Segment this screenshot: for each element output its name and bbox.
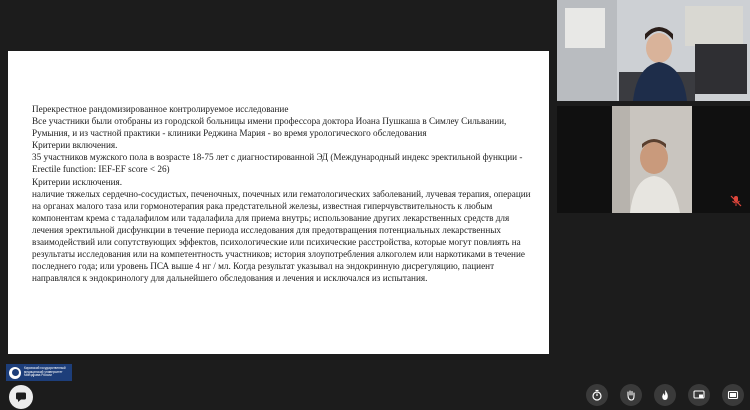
raise-hand-icon: [625, 389, 637, 401]
slide-line-2: Все участники были отобраны из городской больницы имени профессора доктора Иоана Пушкаша в Симлеу Сильвании, Румыния, и из частной практики - клиники Реджина Мария - во время урологического обследования: [32, 116, 507, 139]
emblem-icon: [9, 367, 21, 379]
reaction-button[interactable]: [654, 384, 676, 406]
participant-video-1[interactable]: [557, 0, 750, 101]
timer-icon: [591, 389, 603, 401]
fullscreen-button[interactable]: [722, 384, 744, 406]
university-logo: [6, 364, 72, 381]
fullscreen-icon: [727, 389, 739, 401]
slide-line-1: Перекрестное рандомизированное контролируемое исследование: [32, 104, 289, 114]
reaction-icon: [659, 389, 671, 401]
mic-off-icon: [730, 195, 742, 207]
slide-line-3: Критерии включения.: [32, 140, 118, 151]
slide-line-6: наличие тяжелых сердечно-сосудистых, печеночных, почечных или гематологических заболеваний, лучевая терапия, операции на органах малого таза или гормонотерапия рака предстательной железы, известная гиперчувствительность к любым компонентам крема с тадалафилом или тадалафила для приема внутрь; использование других лекарственных средств для лечения эректильной дисфункции в течение периода исследования для предотвращения потенциальных лекарственных взаимодействий или сопутствующих эффектов, психологические или психические расстройства, которые могут повлиять на результаты исследования или на компетентность участников; история злоупотребления алкоголем или наркотиками в течение последнего года; или уровень ПСА выше 4 нг / мл. Когда результат указывал на эндокринную дисрегуляцию, пациент направлялся к эндокринологу для дальнейшего обследования и лечения и исключался из испытания.: [32, 188, 531, 284]
call-toolbar: [586, 384, 744, 406]
logo-text: Кировский государственный медицинский университет Минздрава России: [24, 366, 66, 378]
share-screen-button[interactable]: [688, 384, 710, 406]
presentation-slide: [8, 51, 549, 354]
chat-icon: [15, 391, 27, 403]
share-screen-icon: [693, 389, 705, 401]
participant-video-2[interactable]: [557, 106, 750, 213]
chat-button[interactable]: [9, 385, 33, 409]
participant-video-2-image: [612, 106, 692, 213]
participant-video-1-image: [557, 0, 750, 101]
timer-button[interactable]: [586, 384, 608, 406]
slide-text: [32, 103, 540, 284]
slide-line-5: Критерии исключения.: [32, 176, 123, 187]
raise-hand-button[interactable]: [620, 384, 642, 406]
slide-line-4: 35 участников мужского пола в возрасте 18-75 лет с диагностированной ЭД (Международный индекс эректильной функции - Erectile function: IEF-EF score < 26): [32, 152, 523, 175]
